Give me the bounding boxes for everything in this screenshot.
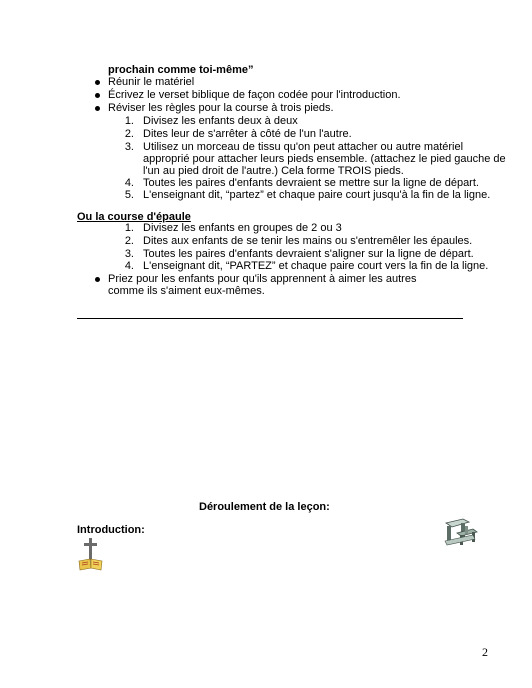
lesson-heading: Déroulement de la leçon: bbox=[199, 501, 330, 513]
step-text: Dites leur de s'arrêter à côté de l'un l'autre. bbox=[143, 128, 352, 140]
step-text: approprié pour attacher leurs pieds ensemble. (attachez le pied gauche de bbox=[143, 153, 506, 165]
school-desk-icon bbox=[443, 517, 479, 547]
cross-bible-icon bbox=[77, 537, 105, 571]
continuation-text: prochain comme toi-même” bbox=[108, 64, 254, 76]
step-number: 1. bbox=[124, 222, 134, 234]
bullet-item: Réunir le matériel bbox=[108, 76, 195, 88]
prayer-text: comme ils s'aiment eux-mêmes. bbox=[108, 285, 265, 297]
step-number: 2. bbox=[124, 128, 134, 140]
step-number: 3. bbox=[124, 248, 134, 260]
step-number: 5. bbox=[124, 189, 134, 201]
step-text: l'un au pied droit de l'autre.) Cela forme TROIS pieds. bbox=[143, 165, 404, 177]
step-text: Dites aux enfants de se tenir les mains ou s'entremêler les épaules. bbox=[143, 235, 473, 247]
bullet-item: Écrivez le verset biblique de façon codée pour l'introduction. bbox=[108, 89, 401, 101]
section-heading: Ou la course d'épaule bbox=[77, 211, 191, 223]
step-number: 3. bbox=[124, 141, 134, 153]
section-divider bbox=[77, 318, 463, 319]
bullet-marker bbox=[95, 80, 100, 85]
step-text: Toutes les paires d'enfants devraient se mettre sur la ligne de départ. bbox=[143, 177, 479, 189]
step-text: L'enseignant dit, “partez” et chaque paire court jusqu'à la fin de la ligne. bbox=[143, 189, 491, 201]
step-number: 1. bbox=[124, 115, 134, 127]
step-text: Divisez les enfants deux à deux bbox=[143, 115, 298, 127]
step-text: L'enseignant dit, “PARTEZ” et chaque paire court vers la fin de la ligne. bbox=[143, 260, 489, 272]
bullet-marker bbox=[95, 93, 100, 98]
step-number: 2. bbox=[124, 235, 134, 247]
bullet-marker bbox=[95, 106, 100, 111]
prayer-text: Priez pour les enfants pour qu'ils apprennent à aimer les autres bbox=[108, 273, 417, 285]
step-number: 4. bbox=[124, 177, 134, 189]
page-number: 2 bbox=[482, 645, 488, 659]
step-number: 4. bbox=[124, 260, 134, 272]
introduction-label: Introduction: bbox=[77, 524, 145, 536]
bullet-marker bbox=[95, 277, 100, 282]
step-text: Utilisez un morceau de tissu qu'on peut attacher ou autre matériel bbox=[143, 141, 464, 153]
bullet-item: Réviser les règles pour la course à trois pieds. bbox=[108, 102, 334, 114]
step-text: Divisez les enfants en groupes de 2 ou 3 bbox=[143, 222, 342, 234]
step-text: Toutes les paires d'enfants devraient s'aligner sur la ligne de départ. bbox=[143, 248, 474, 260]
